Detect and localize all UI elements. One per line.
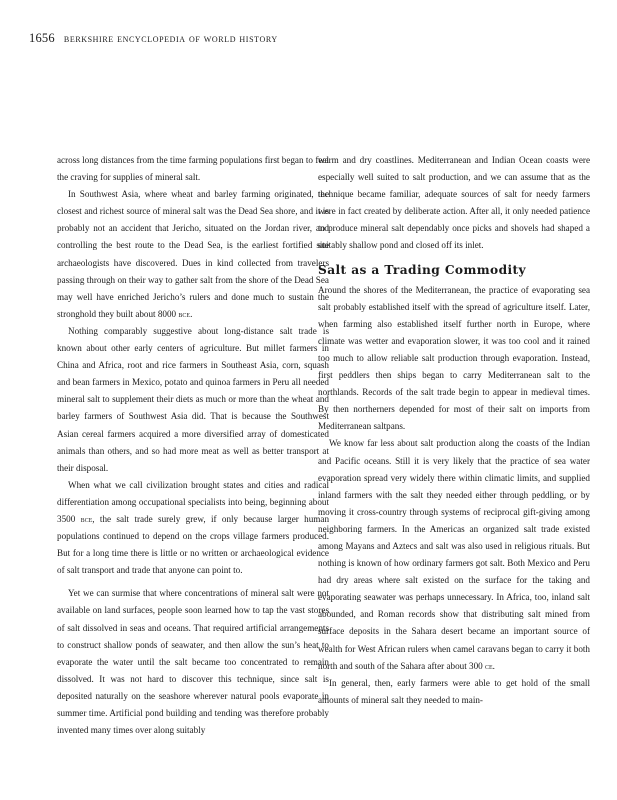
right-column: [318, 152, 590, 709]
paragraph: warm and dry coastlines. Mediterranean and Indian Ocean coasts were especially well suited to salt production, and we can assume that as the technique became familiar, adequate sources of salt for needy farmers were in fact created by deliberate action. After all, it only needed patience to produce mineral salt dependably once picks and shovels had shaped a suitably shallow pond and closed off its inlet.: [318, 155, 590, 251]
era-label: bce: [178, 308, 191, 319]
paragraph-text: We know far less about salt production along the coasts of the Indian and Pacific oceans. Still it is very likely that the practice of sea water evaporation spread very widely there within climatic limits, and supplied inland farmers with the salt they needed either through peddling, or by moving it cross-country through systems of reciprocal gift-giving among neighboring farmers. In the Americas an organized salt trade existed among Mayans and Aztecs and salt was also used in religious rituals. But nothing is known of how ordinary farmers got salt. Both Mexico and Peru had dry areas where salt existed on the surface for the taking and evaporating seawater was perhaps unnecessary. In Africa, too, inland salt abounded, and Roman records show that distributing salt mined from surface deposits in the Sahara desert became an important source of wealth for West African rulers when camel caravans began to carry it both north and south of the Sahara after about 300: [318, 438, 590, 671]
paragraph-text: , the salt trade surely grew, if only because larger human populations continued to depend on the crops village farmers produced. But for a long time there is little or no written or archaeological evidence of salt transport and trade that anyone can point to.: [57, 513, 330, 576]
paragraph-text: In Southwest Asia, where wheat and barley farming originated, the closest and richest source of mineral salt was the Dead Sea shore, and it is probably not an accident that Jericho, situated on the Jordan river, and controlling the best route to the Dead Sea, is the earliest fortified site archaeologists have discovered. Dues in kind collected from travelers passing through on their way to gather salt from the shore of the Dead Sea may well have enriched Jericho’s rulers and done much to sustain the stronghold they built about 8000: [57, 189, 329, 319]
paragraph: In general, then, early farmers were able to get hold of the small amounts of mineral salt they needed to main-: [318, 677, 590, 705]
section-heading: Salt as a Trading Commodity: [318, 262, 527, 277]
running-head: [29, 31, 589, 46]
paragraph: Around the shores of the Mediterranean, the practice of evaporating sea salt probably established itself with the spread of agriculture itself. Later, when farming also established itself further north in Europe, where climate was wetter and evaporation slower, it was too cool and it rained too much to allow reliable salt production through evaporation. Instead, first peddlers then ships began to carry Mediterranean salt to the northlands. Records of the salt trade begin to appear in medieval times. By then northerners depended for most of their salt on imports from Mediterranean saltpans.: [318, 284, 590, 432]
paragraph: [318, 435, 590, 674]
paragraph-end: .: [190, 308, 193, 319]
paragraph: across long distances from the time farming populations first began to feel the craving for supplies of mineral salt.: [57, 155, 329, 183]
left-column: [57, 152, 329, 739]
paragraph: Yet we can surmise that where concentrations of mineral salt were not available on land surfaces, people soon learned how to tap the vast stores of salt dissolved in seas and oceans. That required artificial arrangements to construct shallow ponds of seawater, and then allow the sun’s heat to evaporate the water until the salt became too concentrated to remain dissolved. It was not hard to discover this technique, since salt is deposited naturally on the seashore wherever natural pools evaporate in summer time. Artificial pond building and tending was therefore probably invented many times over along suitably: [57, 588, 329, 736]
paragraph: Nothing comparably suggestive about long-distance salt trade is known about other early centers of agriculture. But millet farmers in China and Africa, root and rice farmers in Southeast Asia, corn, squash and bean farmers in Mexico, potato and quinoa farmers in Peru all needed mineral salt to supplement their diets as much or more than the wheat and barley farmers of Southwest Asia did. That is because the Southwest Asian cereal farmers acquired a more diversified array of domesticated animals than others, and so had more meat as well as better transport at their disposal.: [57, 325, 329, 473]
paragraph-text: When what we call civilization brought states and cities and radical differentiation among occupational specialists into being, beginning about 3500: [57, 479, 329, 524]
page-number: 1656: [29, 31, 55, 45]
paragraph: [57, 186, 329, 323]
era-label: ce: [485, 660, 493, 671]
book-title: berkshire encyclopedia of world history: [63, 33, 278, 45]
era-label: bce: [80, 513, 93, 524]
paragraph: [57, 477, 329, 580]
paragraph-end: .: [492, 660, 495, 671]
